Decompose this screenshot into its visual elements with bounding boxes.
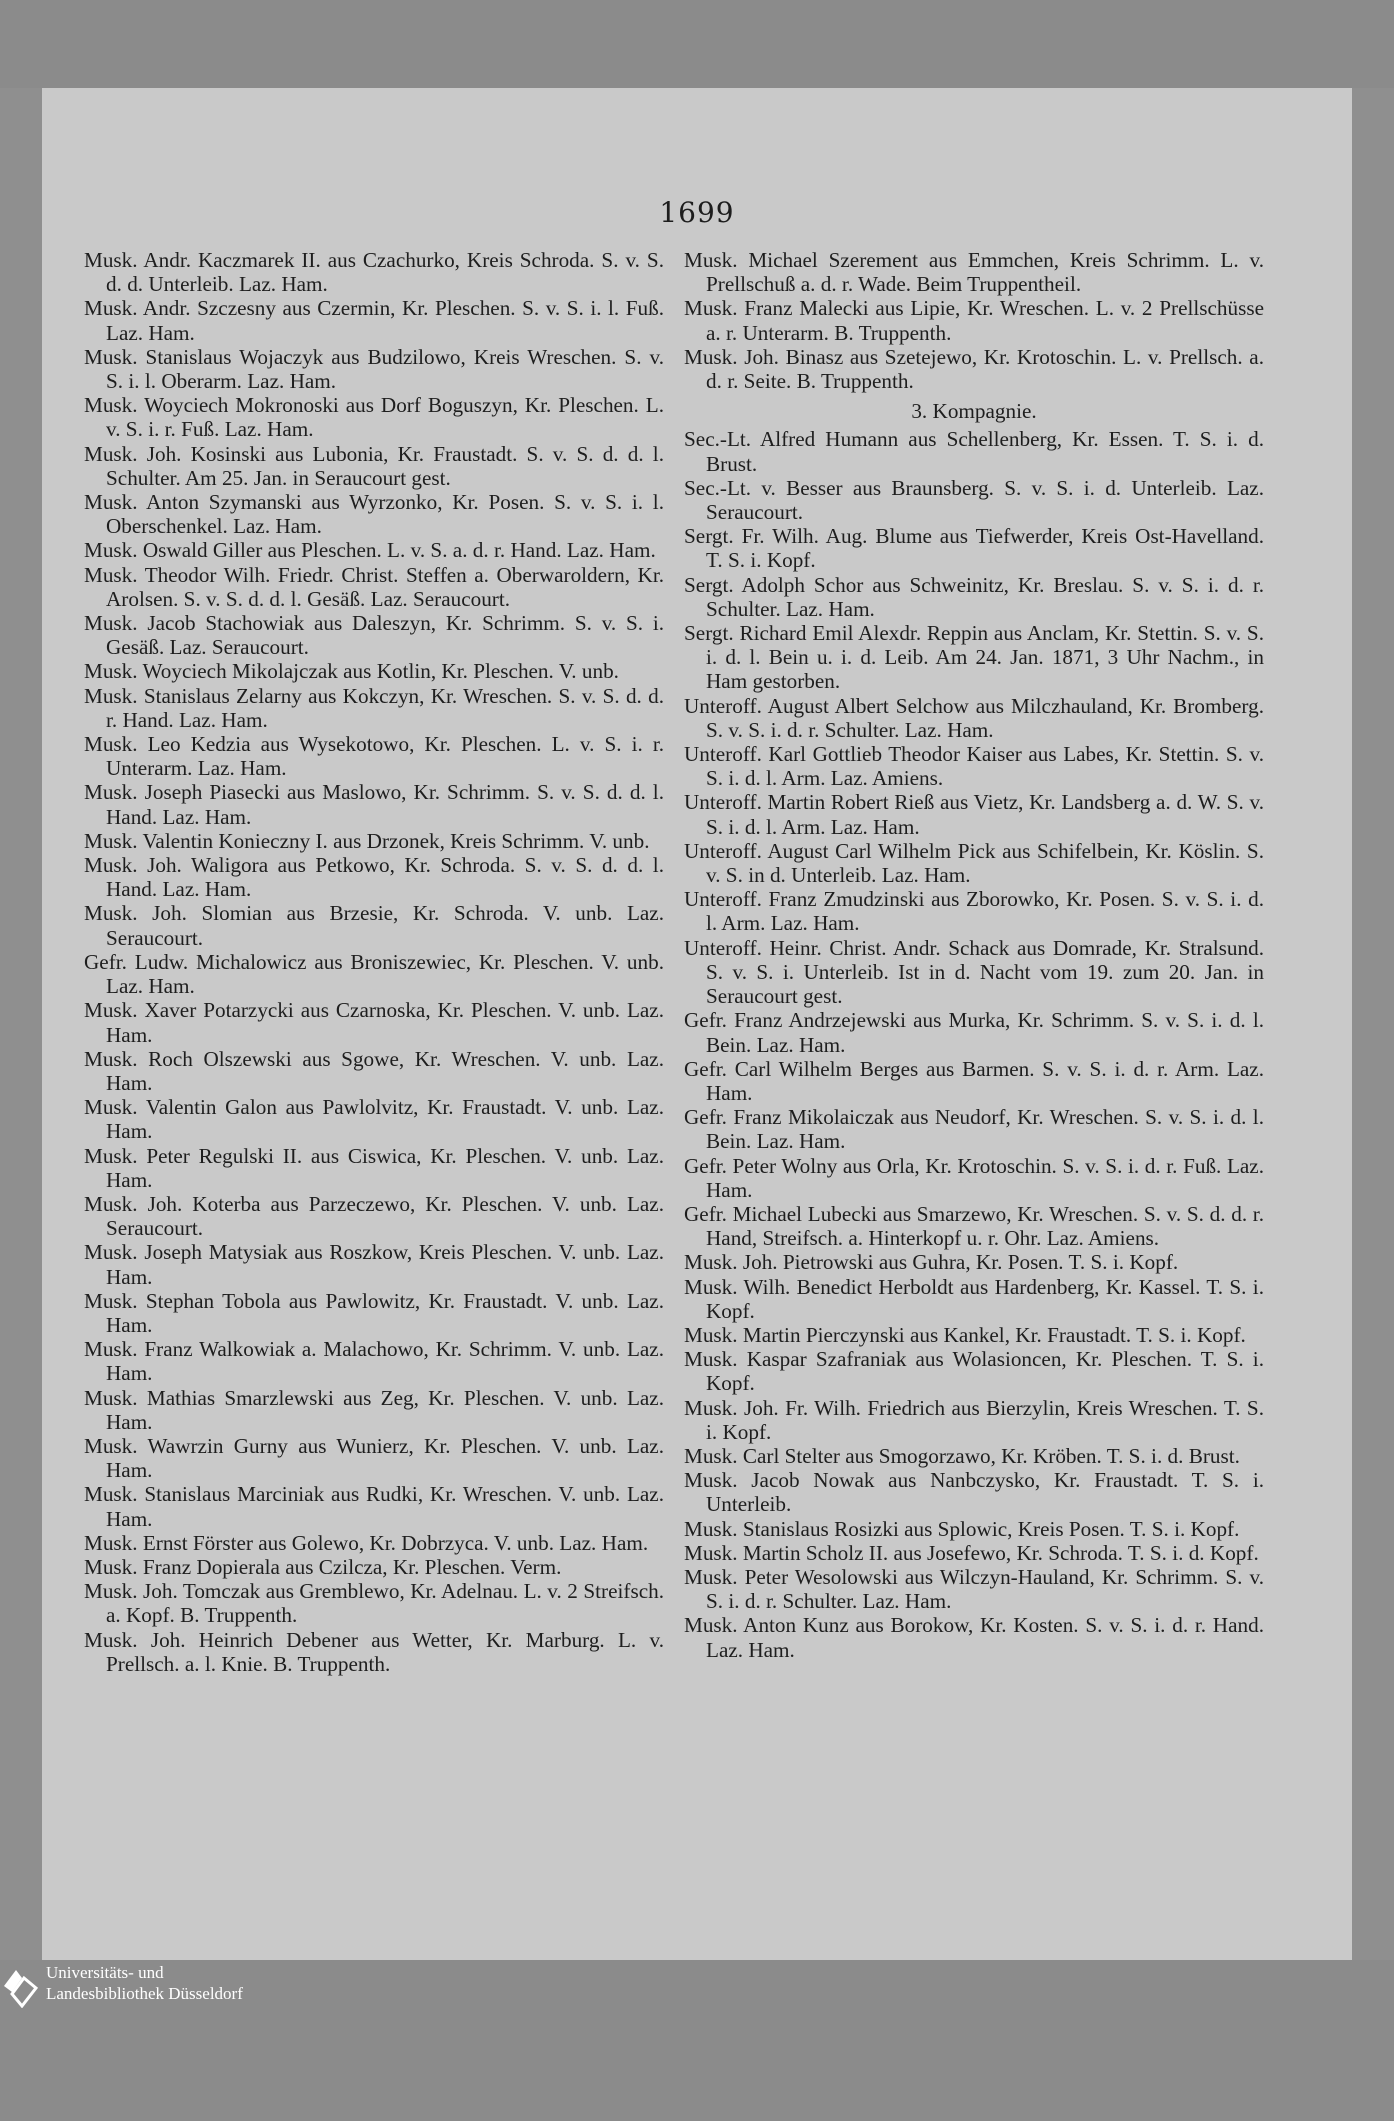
- casualty-entry: Musk. Martin Pierczynski aus Kankel, Kr. Fraustadt. T. S. i. Kopf.: [684, 1322, 1246, 1347]
- casualty-entry: Gefr. Franz Mikolaiczak aus Neudorf, Kr. Wreschen. S. v. S. i. d. l. Bein. Laz. Ham.: [684, 1105, 1264, 1154]
- casualty-entry: Musk. Jacob Nowak aus Nanbczysko, Kr. Fraustadt. T. S. i. Unterleib.: [684, 1468, 1264, 1517]
- casualty-entry: Gefr. Peter Wolny aus Orla, Kr. Krotoschin. S. v. S. i. d. r. Fuß. Laz. Ham.: [684, 1153, 1264, 1202]
- casualty-entry: Musk. Joh. Binasz aus Szetejewo, Kr. Krotoschin. L. v. Prellsch. a. d. r. Seite. B. Truppenth.: [684, 344, 1264, 394]
- casualty-entry: Musk. Oswald Giller aus Pleschen. L. v. S. a. d. r. Hand. Laz. Ham.: [84, 538, 656, 563]
- casualty-entry: Musk. Joh. Tomczak aus Gremblewo, Kr. Adelnau. L. v. 2 Streifsch. a. Kopf. B. Truppenth.: [84, 1579, 664, 1628]
- casualty-entry: Gefr. Ludw. Michalowicz aus Broniszewiec, Kr. Pleschen. V. unb. Laz. Ham.: [84, 949, 664, 999]
- right-column-first-section: [684, 248, 1264, 393]
- casualty-entry: Musk. Valentin Galon aus Pawlolvitz, Kr. Fraustadt. V. unb. Laz. Ham.: [84, 1095, 664, 1144]
- casualty-entry: Musk. Joh. Waligora aus Petkowo, Kr. Schroda. S. v. S. d. d. l. Hand. Laz. Ham.: [84, 853, 664, 902]
- casualty-entry: Musk. Joh. Heinrich Debener aus Wetter, Kr. Marburg. L. v. Prellsch. a. l. Knie. B. Truppenth.: [84, 1627, 664, 1676]
- casualty-entry: Musk. Stanislaus Wojaczyk aus Budzilowo, Kreis Wreschen. S. v. S. i. l. Oberarm. Laz. Ham.: [84, 344, 664, 394]
- casualty-entry: Musk. Ernst Förster aus Golewo, Kr. Dobrzyca. V. unb. Laz. Ham.: [84, 1530, 649, 1555]
- casualty-entry: Musk. Carl Stelter aus Smogorzawo, Kr. Kröben. T. S. i. d. Brust.: [684, 1443, 1240, 1468]
- casualty-entry: Musk. Franz Dopierala aus Czilcza, Kr. Pleschen. Verm.: [84, 1554, 562, 1579]
- casualty-entry: Musk. Wilh. Benedict Herboldt aus Hardenberg, Kr. Kassel. T. S. i. Kopf.: [684, 1274, 1264, 1323]
- left-column: [84, 248, 664, 1676]
- scan-border-top: [0, 0, 1394, 88]
- casualty-entry: Gefr. Carl Wilhelm Berges aus Barmen. S. v. S. i. d. r. Arm. Laz. Ham.: [684, 1056, 1264, 1105]
- casualty-entry: Musk. Joh. Fr. Wilh. Friedrich aus Bierzylin, Kreis Wreschen. T. S. i. Kopf.: [684, 1395, 1264, 1444]
- library-name-line1: Universitäts- und: [46, 1963, 164, 1982]
- casualty-entry: Musk. Stanislaus Marciniak aus Rudki, Kr. Wreschen. V. unb. Laz. Ham.: [84, 1482, 664, 1531]
- casualty-entry: Musk. Joh. Kosinski aus Lubonia, Kr. Fraustadt. S. v. S. d. d. l. Schulter. Am 25. Jan. in Seraucourt gest.: [84, 441, 664, 490]
- casualty-entry: Musk. Woyciech Mokronoski aus Dorf Boguszyn, Kr. Pleschen. L. v. S. i. r. Fuß. Laz. Ham.: [84, 393, 664, 442]
- casualty-entry: Musk. Joseph Matysiak aus Roszkow, Kreis Pleschen. V. unb. Laz. Ham.: [84, 1240, 664, 1289]
- casualty-entry: Unteroff. Heinr. Christ. Andr. Schack aus Domrade, Kr. Stralsund. S. v. S. i. Unterleib. Ist in d. Nacht vom 19. zum 20. Jan. in Seraucourt gest.: [684, 935, 1264, 1009]
- casualty-entry: Sec.-Lt. Alfred Humann aus Schellenberg, Kr. Essen. T. S. i. d. Brust.: [684, 427, 1264, 476]
- casualty-entry: Unteroff. Franz Zmudzinski aus Zborowko, Kr. Posen. S. v. S. i. d. l. Arm. Laz. Ham.: [684, 887, 1264, 936]
- casualty-entry: Gefr. Michael Lubecki aus Smarzewo, Kr. Wreschen. S. v. S. d. d. r. Hand, Streifsch. a. Hinterkopf u. r. Ohr. Laz. Amiens.: [684, 1201, 1264, 1251]
- casualty-entry: Musk. Michael Szerement aus Emmchen, Kreis Schrimm. L. v. Prellschuß a. d. r. Wade. Beim Truppentheil.: [684, 248, 1264, 297]
- casualty-entry: Musk. Kaspar Szafraniak aus Wolasioncen, Kr. Pleschen. T. S. i. Kopf.: [684, 1347, 1264, 1396]
- right-column: [684, 248, 1264, 1662]
- casualty-entry: Unteroff. August Carl Wilhelm Pick aus Schifelbein, Kr. Köslin. S. v. S. in d. Unterleib. Laz. Ham.: [684, 838, 1264, 888]
- casualty-entry: Sergt. Richard Emil Alexdr. Reppin aus Anclam, Kr. Stettin. S. v. S. i. d. l. Bein u. i. d. Leib. Am 24. Jan. 1871, 3 Uhr Nachm., in Ham gestorben.: [684, 621, 1264, 694]
- casualty-entry: Musk. Franz Walkowiak a. Malachowo, Kr. Schrimm. V. unb. Laz. Ham.: [84, 1337, 664, 1386]
- page-number: 1699: [659, 196, 735, 229]
- casualty-entry: Musk. Anton Kunz aus Borokow, Kr. Kosten. S. v. S. i. d. r. Hand. Laz. Ham.: [684, 1613, 1264, 1662]
- casualty-entry: Musk. Theodor Wilh. Friedr. Christ. Steffen a. Oberwaroldern, Kr. Arolsen. S. v. S. d. d. l. Gesäß. Laz. Seraucourt.: [84, 562, 664, 611]
- company-heading: 3. Kompagnie.: [911, 399, 1037, 424]
- casualty-entry: Musk. Andr. Szczesny aus Czermin, Kr. Pleschen. S. v. S. i. l. Fuß. Laz. Ham.: [84, 296, 664, 345]
- casualty-entry: Musk. Franz Malecki aus Lipie, Kr. Wreschen. L. v. 2 Prellschüsse a. r. Unterarm. B. Truppenth.: [684, 296, 1264, 345]
- library-name-line2: Landesbibliothek Düsseldorf: [46, 1984, 243, 2003]
- casualty-entry: Musk. Joh. Slomian aus Brzesie, Kr. Schroda. V. unb. Laz. Seraucourt.: [84, 901, 664, 950]
- casualty-entry: Musk. Stephan Tobola aus Pawlowitz, Kr. Fraustadt. V. unb. Laz. Ham.: [84, 1288, 664, 1337]
- casualty-entry: Musk. Stanislaus Zelarny aus Kokczyn, Kr. Wreschen. S. v. S. d. d. r. Hand. Laz. Ham.: [84, 683, 664, 732]
- casualty-entry: Musk. Joh. Koterba aus Parzeczewo, Kr. Pleschen. V. unb. Laz. Seraucourt.: [84, 1191, 664, 1241]
- casualty-entry: Sec.-Lt. v. Besser aus Braunsberg. S. v. S. i. d. Unterleib. Laz. Seraucourt.: [684, 475, 1264, 525]
- casualty-entry: Musk. Andr. Kaczmarek II. aus Czachurko, Kreis Schroda. S. v. S. d. d. Unterleib. Laz. Ham.: [84, 248, 664, 297]
- casualty-entry: Musk. Joseph Piasecki aus Maslowo, Kr. Schrimm. S. v. S. d. d. l. Hand. Laz. Ham.: [84, 780, 664, 829]
- document-page: [42, 88, 1352, 1960]
- casualty-entry: Musk. Wawrzin Gurny aus Wunierz, Kr. Pleschen. V. unb. Laz. Ham.: [84, 1433, 664, 1483]
- casualty-entry: Gefr. Franz Andrzejewski aus Murka, Kr. Schrimm. S. v. S. i. d. l. Bein. Laz. Ham.: [684, 1008, 1264, 1057]
- casualty-entry: Sergt. Adolph Schor aus Schweinitz, Kr. Breslau. S. v. S. i. d. r. Schulter. Laz. Ham.: [684, 572, 1264, 621]
- casualty-entry: Musk. Anton Szymanski aus Wyrzonko, Kr. Posen. S. v. S. i. l. Oberschenkel. Laz. Ham.: [84, 490, 664, 539]
- library-logo-icon: [2, 1966, 38, 2008]
- casualty-entry: Unteroff. Martin Robert Rieß aus Vietz, Kr. Landsberg a. d. W. S. v. S. i. d. l. Arm. Laz. Ham.: [684, 790, 1264, 839]
- casualty-entry: Unteroff. Karl Gottlieb Theodor Kaiser aus Labes, Kr. Stettin. S. v. S. i. d. l. Arm. Laz. Amiens.: [684, 742, 1264, 791]
- casualty-entry: Musk. Roch Olszewski aus Sgowe, Kr. Wreschen. V. unb. Laz. Ham.: [84, 1046, 664, 1095]
- casualty-entry: Musk. Martin Scholz II. aus Josefewo, Kr. Schroda. T. S. i. d. Kopf.: [684, 1540, 1259, 1565]
- casualty-entry: Musk. Leo Kedzia aus Wysekotowo, Kr. Pleschen. L. v. S. i. r. Unterarm. Laz. Ham.: [84, 732, 664, 781]
- casualty-entry: Musk. Xaver Potarzycki aus Czarnoska, Kr. Pleschen. V. unb. Laz. Ham.: [84, 998, 664, 1047]
- casualty-entry: Musk. Peter Regulski II. aus Ciswica, Kr. Pleschen. V. unb. Laz. Ham.: [84, 1143, 664, 1192]
- casualty-entry: Musk. Joh. Pietrowski aus Guhra, Kr. Posen. T. S. i. Kopf.: [684, 1250, 1179, 1275]
- right-column-company-section: [684, 427, 1264, 1661]
- casualty-entry: Musk. Stanislaus Rosizki aus Splowic, Kreis Posen. T. S. i. Kopf.: [684, 1516, 1240, 1541]
- casualty-entry: Sergt. Fr. Wilh. Aug. Blume aus Tiefwerder, Kreis Ost-Havelland. T. S. i. Kopf.: [684, 524, 1264, 573]
- casualty-entry: Musk. Valentin Konieczny I. aus Drzonek, Kreis Schrimm. V. unb.: [84, 828, 650, 853]
- casualty-entry: Musk. Mathias Smarzlewski aus Zeg, Kr. Pleschen. V. unb. Laz. Ham.: [84, 1385, 664, 1434]
- casualty-entry: Musk. Peter Wesolowski aus Wilczyn-Hauland, Kr. Schrimm. S. v. S. i. d. r. Schulter. Laz. Ham.: [684, 1564, 1264, 1614]
- casualty-entry: Unteroff. August Albert Selchow aus Milczhauland, Kr. Bromberg. S. v. S. i. d. r. Schulter. Laz. Ham.: [684, 693, 1264, 742]
- casualty-entry: Musk. Woyciech Mikolajczak aus Kotlin, Kr. Pleschen. V. unb.: [84, 659, 619, 684]
- casualty-entry: Musk. Jacob Stachowiak aus Daleszyn, Kr. Schrimm. S. v. S. i. Gesäß. Laz. Seraucourt.: [84, 611, 664, 660]
